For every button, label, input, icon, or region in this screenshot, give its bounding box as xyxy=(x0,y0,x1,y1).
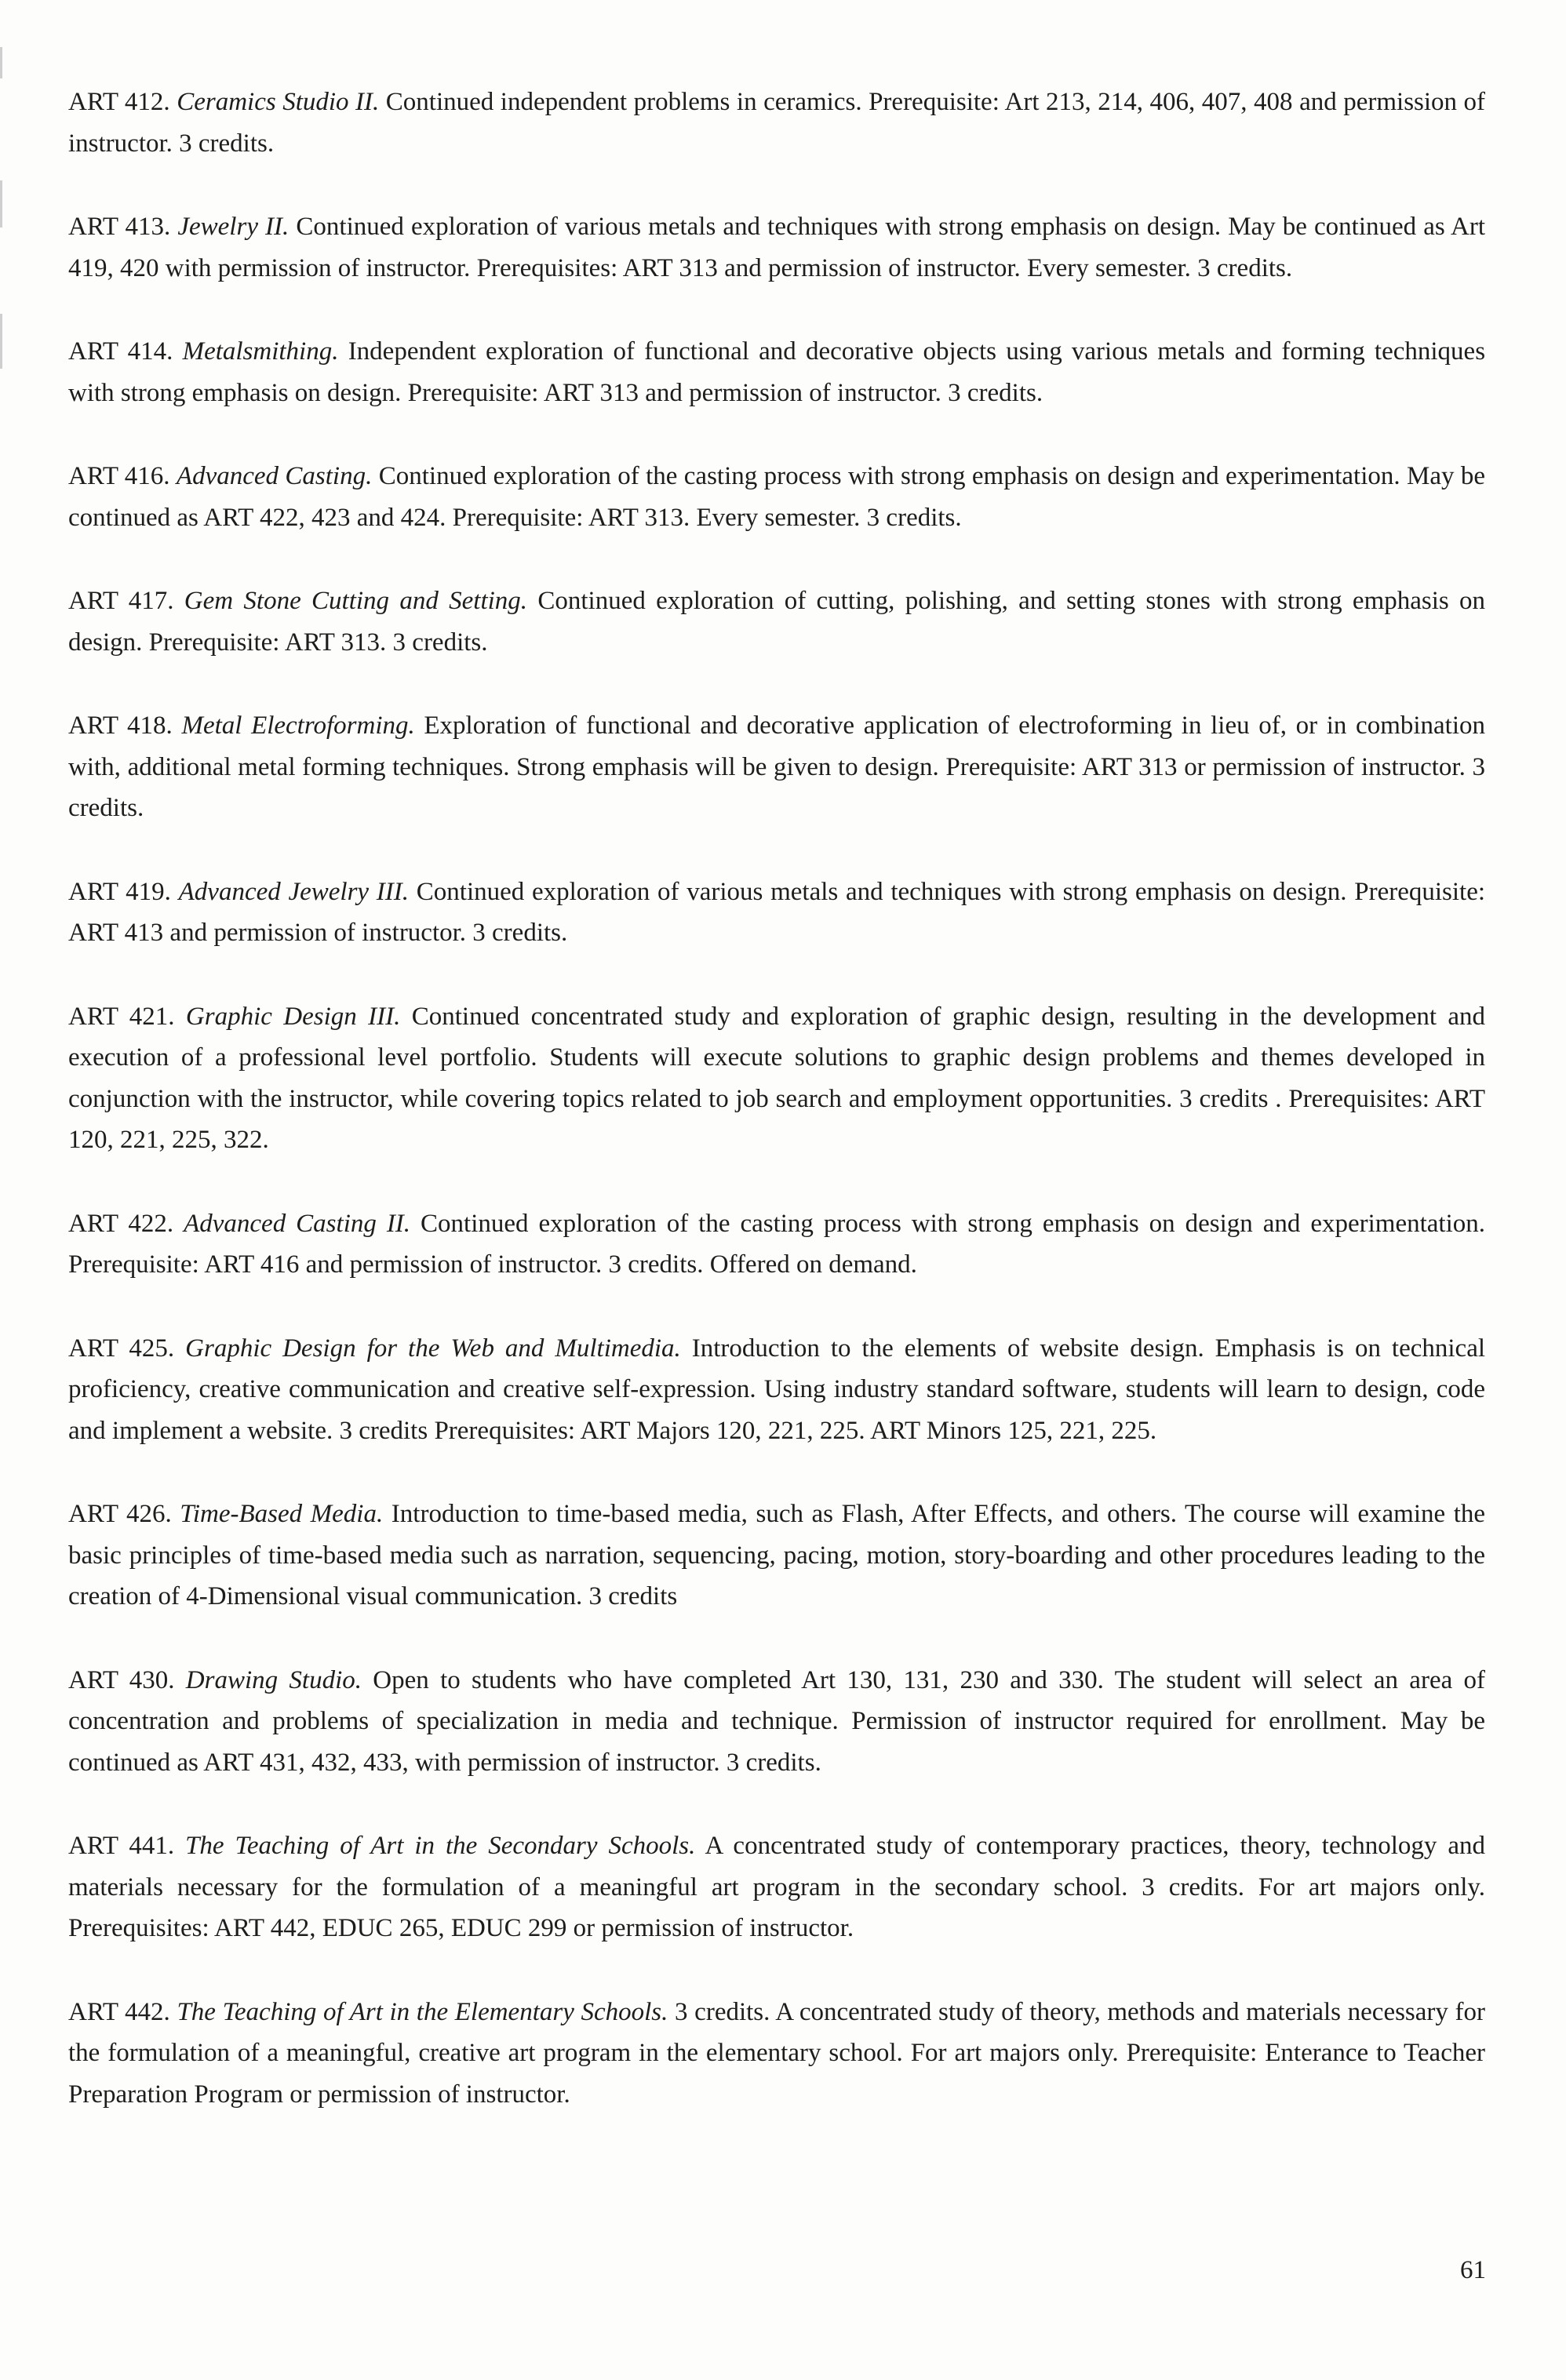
course-entry xyxy=(68,1825,1485,1949)
course-description: Continued exploration of various metals and techniques with strong emphasis on design. May be continued as Art 419, 420 with permission of instructor. Prerequisites: ART 313 and permission of instructor. Every semester. 3 credits. xyxy=(68,213,1485,282)
course-entry xyxy=(68,456,1485,538)
course-title: Advanced Casting. xyxy=(176,462,373,490)
page-number: 61 xyxy=(1460,2256,1486,2284)
course-code: ART 416. xyxy=(68,462,170,490)
course-description: Continued exploration of cutting, polishing, and setting stones with strong emphasis on design. Prerequisite: ART 313. 3 credits. xyxy=(68,587,1486,657)
course-entry xyxy=(68,331,1485,413)
course-title: The Teaching of Art in the Elementary Schools. xyxy=(177,1997,668,2026)
course-code: ART 442. xyxy=(68,1997,170,2026)
course-code: ART 425. xyxy=(68,1334,175,1363)
course-code: ART 412. xyxy=(68,88,170,116)
course-code: ART 414. xyxy=(68,337,173,366)
course-code: ART 413. xyxy=(68,213,171,241)
course-title: Drawing Studio. xyxy=(185,1665,362,1694)
course-code: ART 419. xyxy=(68,877,171,906)
course-entry xyxy=(68,580,1485,663)
course-title: The Teaching of Art in the Secondary Schools. xyxy=(185,1832,696,1860)
course-code: ART 417. xyxy=(68,587,174,615)
course-title: Gem Stone Cutting and Setting. xyxy=(184,587,528,615)
course-code: ART 422. xyxy=(68,1209,174,1238)
course-entry xyxy=(68,1660,1485,1784)
course-title: Advanced Casting II. xyxy=(184,1209,411,1238)
course-description: Continued exploration of the casting process with strong emphasis on design and experimentation. Prerequisite: ART 416 and permission of instructor. 3 credits. Offered on demand. xyxy=(68,1209,1486,1279)
course-description: Independent exploration of functional and decorative objects using various metals and forming techniques with strong emphasis on design. Prerequisite: ART 313 and permission of instructor. 3 credits. xyxy=(68,337,1486,407)
course-description: Open to students who have completed Art 130, 131, 230 and 330. The student will select an area of concentration and problems of specialization in media and technique. Permission of instructor required for enrollment. May be continued as ART 431, 432, 433, with permission of instructor. 3 credits. xyxy=(68,1665,1486,1777)
course-description: Introduction to time-based media, such as Flash, After Effects, and others. The course will examine the basic principles of time-based media such as narration, sequencing, pacing, motion, story-boarding and other procedures leading to the creation of 4-Dimensional visual communication. 3 credits xyxy=(68,1500,1486,1610)
course-entry xyxy=(68,705,1485,829)
course-title: Jewelry II. xyxy=(177,213,290,241)
course-list xyxy=(68,82,1485,2157)
course-code: ART 418. xyxy=(68,711,173,740)
course-description: Continued exploration of various metals and techniques with strong emphasis on design. Prerequisite: ART 413 and permission of instructor. 3 credits. xyxy=(68,877,1486,947)
course-entry xyxy=(68,1992,1485,2116)
course-entry xyxy=(68,1203,1485,1286)
course-entry xyxy=(68,872,1485,954)
course-description: Continued exploration of the casting process with strong emphasis on design and experimentation. May be continued as ART 422, 423 and 424. Prerequisite: ART 313. Every semester. 3 credits. xyxy=(68,462,1486,532)
course-entry xyxy=(68,1328,1485,1452)
course-code: ART 430. xyxy=(68,1665,175,1694)
course-description: A concentrated study of contemporary practices, theory, technology and materials necessary for the formulation of a meaningful art program in the secondary school. 3 credits. For art majors only. Prerequisites: ART 442, EDUC 265, EDUC 299 or permission of instructor. xyxy=(68,1832,1486,1942)
course-description: Continued independent problems in ceramics. Prerequisite: Art 213, 214, 406, 407, 408 and permission of instructor. 3 credits. xyxy=(68,88,1486,158)
course-description: Continued concentrated study and exploration of graphic design, resulting in the development and execution of a professional level portfolio. Students will execute solutions to graphic design problems and themes developed in conjunction with the instructor, while covering topics related to job search and employment opportunities. 3 credits . Prerequisites: ART 120, 221, 225, 322. xyxy=(68,1002,1486,1154)
course-code: ART 441. xyxy=(68,1832,175,1860)
course-entry xyxy=(68,82,1485,164)
course-title: Graphic Design for the Web and Multimedia. xyxy=(185,1334,681,1363)
course-entry xyxy=(68,1494,1485,1618)
course-code: ART 426. xyxy=(68,1500,172,1528)
scan-edge-mark xyxy=(0,47,2,78)
course-title: Advanced Jewelry III. xyxy=(178,877,410,906)
course-title: Metal Electroforming. xyxy=(181,711,415,740)
course-entry xyxy=(68,996,1485,1161)
course-description: Exploration of functional and decorative application of electroforming in lieu of, or in combination with, additional metal forming techniques. Strong emphasis will be given to design. Prerequisite: ART 313 or permission of instructor. 3 credits. xyxy=(68,711,1486,822)
course-description: 3 credits. A concentrated study of theory, methods and materials necessary for the formulation of a meaningful, creative art program in the elementary school. For art majors only. Prerequisite: Enterance to Teacher Preparation Program or permission of instructor. xyxy=(68,1997,1486,2109)
course-entry xyxy=(68,206,1485,289)
course-title: Ceramics Studio II. xyxy=(177,88,380,116)
course-description: Introduction to the elements of website design. Emphasis is on technical proficiency, creative communication and creative self-expression. Using industry standard software, students will learn to design, code and implement a website. 3 credits Prerequisites: ART Majors 120, 221, 225. ART Minors 125, 221, 225. xyxy=(68,1334,1486,1445)
course-title: Metalsmithing. xyxy=(182,337,339,366)
course-title: Graphic Design III. xyxy=(185,1002,401,1031)
scan-edge-mark xyxy=(0,180,2,227)
course-title: Time-Based Media. xyxy=(180,1500,384,1528)
course-code: ART 421. xyxy=(68,1002,175,1031)
scan-edge-mark xyxy=(0,314,2,369)
